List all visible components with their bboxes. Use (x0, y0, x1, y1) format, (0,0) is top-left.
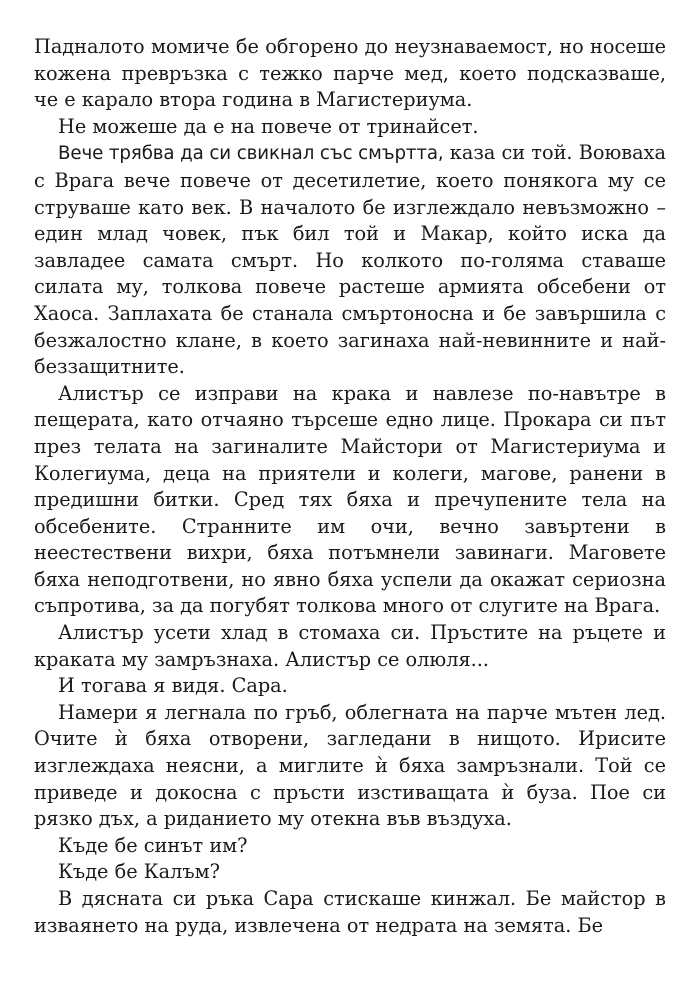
paragraph-1: Падналото момиче бе обгорено до неузнаваемост, но носеше кожена превръзка с тежко парче мед, което подсказваше, че е карало втора година в Магистериума. (34, 35, 666, 112)
paragraph-3 (34, 140, 666, 380)
paragraph-6: И тогава я видя. Сара. (58, 674, 288, 698)
book-page (34, 34, 666, 939)
paragraph-2: Не можеше да е на повече от тринайсет. (58, 114, 479, 138)
paragraph-9: Къде бе Калъм? (58, 860, 221, 884)
paragraph-3-text: каза си той. Воюваха с Врага вече повече от десетилетие, което понякога му се струваше като век. В началото бе изглеждало невъзможно – един млад човек, пък бил той и Макар, който иска да завладее самата смърт. Но колкото по-голяма ставаше силата му, толкова повече растеше армията обсебени от Хаоса. Заплахата бе станала смъртоносна и бе завършила с безжалостно клане, в което загинаха най-невинните и най-беззащитните. (34, 141, 666, 379)
paragraph-10: В дясната си ръка Сара стискаше кинжал. Бе майстор в изваянето на руда, извлечена от недрата на земята. Бе (34, 887, 666, 937)
paragraph-8: Къде бе синът им? (58, 833, 248, 857)
paragraph-5: Алистър усети хлад в стомаха си. Пръстите на ръцете и краката му замръзнаха. Алистър се олюля... (34, 621, 666, 671)
paragraph-4: Алистър се изправи на крака и навлезе по-навътре в пещерата, като отчаяно търсеше едно лице. Прокара си път през телата на загиналите Майстори от Магистериума и Колегиума, деца на приятели и колеги, магове, ранени в предишни битки. Сред тях бяха и пречупените тела на обсебените. Странните им очи, вечно завъртени в неестествени вихри, бяха потъмнели завинаги. Маговете бяха неподготвени, но явно бяха успели да окажат сериозна съпротива, за да погубят толкова много от слугите на Врага. (34, 381, 666, 618)
italic-thought: Вече трябва да си свикнал със смъртта, (58, 143, 444, 165)
paragraph-7: Намери я легнала по гръб, облегната на парче мътен лед. Очите ѝ бяха отворени, загледани в нищото. Ирисите изглеждаха неясни, а миглите ѝ бяха замръзнали. Той се приведе и докосна с пръсти изстиващата ѝ буза. Пое си рязко дъх, а риданието му отекна във въздуха. (34, 700, 666, 831)
